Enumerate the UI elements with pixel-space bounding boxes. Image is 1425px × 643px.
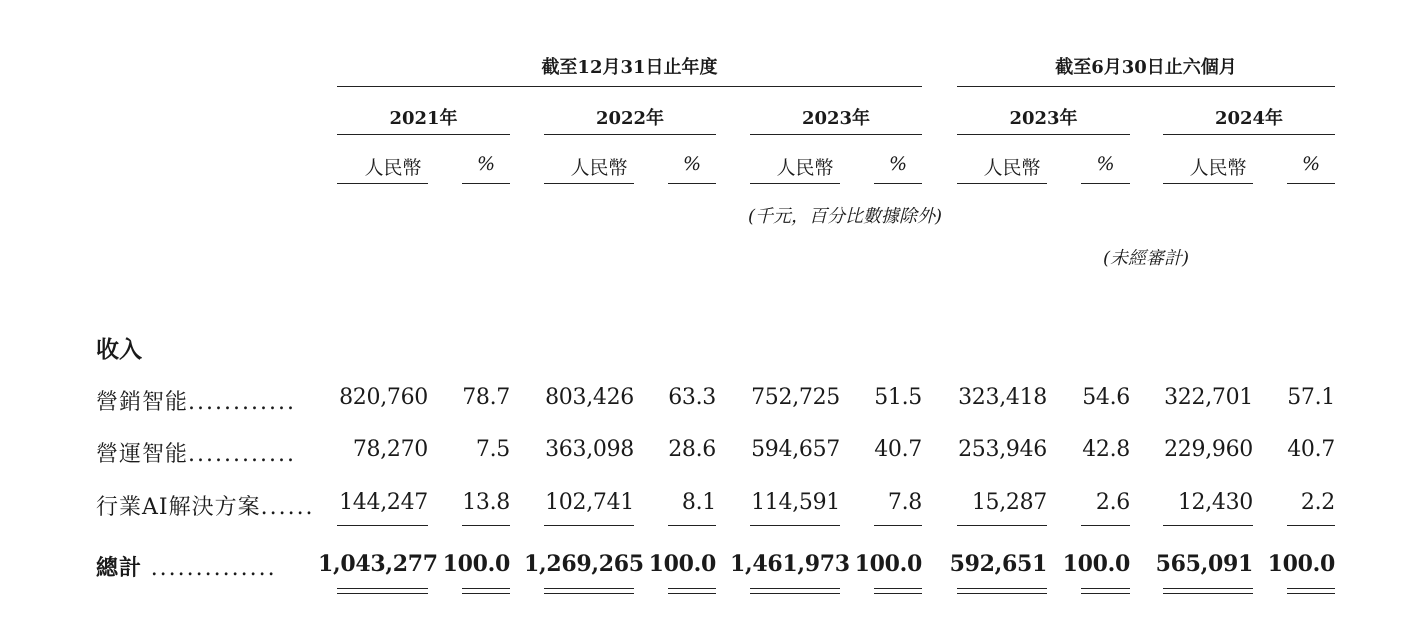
- total-double-rule: [1081, 593, 1130, 594]
- sub-rule: [1287, 183, 1335, 184]
- total-double-rule: [874, 593, 922, 594]
- cell: 57.1: [1287, 385, 1335, 410]
- row-label-text: 營運智能: [96, 442, 189, 467]
- sub-rule: [957, 183, 1047, 184]
- total-double-rule: [1081, 588, 1130, 589]
- year-rule-2021: [337, 134, 510, 135]
- currency-header: 人民幣: [364, 157, 422, 179]
- total-cell: 100.0: [648, 551, 716, 577]
- subtotal-rule: [337, 525, 428, 526]
- cell: 28.6: [668, 437, 716, 462]
- sub-rule: [668, 183, 716, 184]
- year-header-2023-six-months: 2023年: [1009, 108, 1078, 129]
- currency-header: 人民幣: [570, 157, 628, 179]
- subtotal-rule: [544, 525, 634, 526]
- cell: 78.7: [462, 385, 510, 410]
- percent-header: %: [1096, 153, 1115, 175]
- currency-header: 人民幣: [776, 157, 834, 179]
- total-double-rule: [337, 588, 428, 589]
- year-rule-2023-six-months: [957, 134, 1130, 135]
- subtotal-rule: [957, 525, 1047, 526]
- total-double-rule: [1287, 588, 1335, 589]
- sub-rule: [1081, 183, 1130, 184]
- total-double-rule: [462, 593, 510, 594]
- cell: 322,701: [1164, 385, 1253, 410]
- cell: 7.8: [887, 490, 922, 515]
- cell: 323,418: [958, 385, 1047, 410]
- total-double-rule: [1163, 588, 1253, 589]
- row-label: [96, 385, 296, 416]
- group-header-six-months: 截至6月30日止六個月: [1055, 57, 1237, 78]
- year-rule-2024-six-months: [1163, 134, 1335, 135]
- total-double-rule: [750, 588, 840, 589]
- sub-rule: [874, 183, 922, 184]
- row-label: [96, 490, 315, 521]
- cell: 13.8: [462, 490, 510, 515]
- cell: 8.1: [681, 490, 716, 515]
- sub-rule: [462, 183, 510, 184]
- percent-header: %: [682, 153, 702, 175]
- cell: 2.2: [1300, 490, 1335, 515]
- percent-header: %: [888, 153, 908, 175]
- subtotal-rule: [750, 525, 840, 526]
- subtotal-rule: [874, 525, 922, 526]
- total-double-rule: [668, 593, 716, 594]
- total-double-rule: [957, 588, 1047, 589]
- percent-header: %: [1301, 153, 1321, 175]
- total-label-text: 總計: [96, 555, 143, 581]
- total-cell: 1,269,265: [524, 551, 644, 577]
- group-header-annual-rule: [337, 86, 922, 87]
- row-label-text: 行業AI解決方案: [96, 495, 261, 520]
- cell: 40.7: [874, 437, 922, 462]
- cell: 820,760: [339, 385, 428, 410]
- section-title-revenue: 收入: [96, 336, 142, 363]
- units-note: (千元，百分比數據除外): [748, 206, 943, 227]
- total-double-rule: [462, 588, 510, 589]
- group-header-annual: 截至12月31日止年度: [541, 57, 718, 78]
- subtotal-rule: [668, 525, 716, 526]
- unaudited-note: (未經審計): [1103, 248, 1190, 269]
- leader-dots: ..............: [150, 556, 277, 581]
- sub-rule: [337, 183, 428, 184]
- cell: 363,098: [545, 437, 634, 462]
- sub-rule: [750, 183, 840, 184]
- total-cell: 100.0: [854, 551, 922, 577]
- cell: 54.6: [1082, 385, 1130, 410]
- total-double-rule: [337, 593, 428, 594]
- year-rule-2023-annual: [750, 134, 922, 135]
- subtotal-rule: [1081, 525, 1130, 526]
- total-cell: 565,091: [1155, 551, 1253, 577]
- currency-header: 人民幣: [983, 157, 1041, 179]
- group-header-six-months-rule: [957, 86, 1335, 87]
- total-double-rule: [544, 588, 634, 589]
- cell: 114,591: [751, 490, 840, 515]
- total-cell: 1,461,973: [730, 551, 850, 577]
- total-double-rule: [874, 588, 922, 589]
- cell: 144,247: [339, 490, 428, 515]
- total-double-rule: [1287, 593, 1335, 594]
- total-double-rule: [957, 593, 1047, 594]
- cell: 594,657: [751, 437, 840, 462]
- cell: 42.8: [1082, 437, 1130, 462]
- percent-header: %: [476, 153, 496, 175]
- total-label: [96, 551, 277, 582]
- subtotal-rule: [1287, 525, 1335, 526]
- cell: 40.7: [1287, 437, 1335, 462]
- cell: 12,430: [1177, 490, 1253, 515]
- year-header-2024-six-months: 2024年: [1214, 108, 1284, 129]
- total-cell: 100.0: [1267, 551, 1335, 577]
- year-header-2021: 2021年: [389, 108, 458, 129]
- year-rule-2022: [544, 134, 716, 135]
- total-double-rule: [750, 593, 840, 594]
- total-cell: 100.0: [442, 551, 510, 577]
- sub-rule: [544, 183, 634, 184]
- year-header-2023-annual: 2023年: [801, 108, 871, 129]
- currency-header: 人民幣: [1189, 157, 1247, 179]
- cell: 229,960: [1164, 437, 1253, 462]
- row-label: [96, 437, 296, 468]
- total-double-rule: [544, 593, 634, 594]
- cell: 752,725: [751, 385, 840, 410]
- row-label-text: 營銷智能: [96, 390, 189, 415]
- subtotal-rule: [1163, 525, 1253, 526]
- cell: 253,946: [958, 437, 1047, 462]
- cell: 102,741: [545, 490, 634, 515]
- cell: 78,270: [352, 437, 428, 462]
- cell: 51.5: [874, 385, 922, 410]
- cell: 15,287: [971, 490, 1047, 515]
- total-double-rule: [1163, 593, 1253, 594]
- total-cell: 592,651: [949, 551, 1047, 577]
- total-double-rule: [668, 588, 716, 589]
- leader-dots: ............: [188, 442, 296, 467]
- cell: 7.5: [475, 437, 510, 462]
- sub-rule: [1163, 183, 1253, 184]
- total-cell: 100.0: [1062, 551, 1130, 577]
- cell: 2.6: [1095, 490, 1130, 515]
- leader-dots: ............: [188, 390, 296, 415]
- cell: 803,426: [545, 385, 634, 410]
- subtotal-rule: [462, 525, 510, 526]
- year-header-2022: 2022年: [595, 108, 665, 129]
- cell: 63.3: [668, 385, 716, 410]
- leader-dots: ......: [260, 495, 315, 520]
- total-cell: 1,043,277: [318, 551, 438, 577]
